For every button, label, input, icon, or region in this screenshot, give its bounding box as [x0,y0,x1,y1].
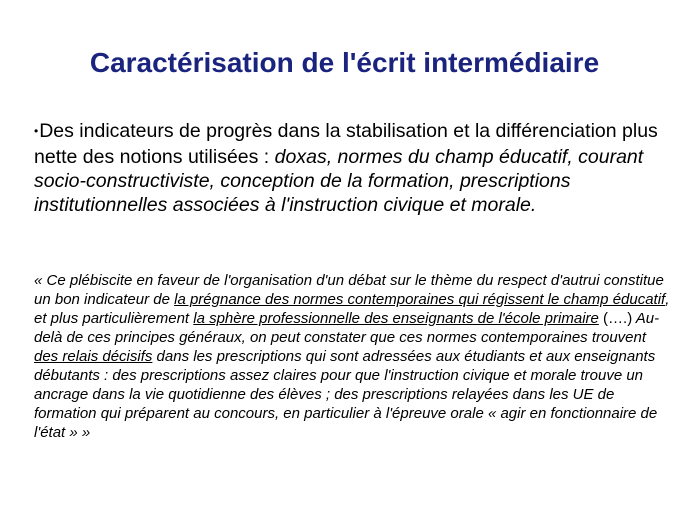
quote-ellipsis: (….) [598,310,633,327]
quote-intro: « Ce plébiscite en faveur de l'organisation d'un débat sur le thème du respect d'autrui constitue un bon indicateur de [34,272,664,308]
bullet-point [34,119,664,217]
slide-title: Caractérisation de l'écrit intermédiaire [89,47,600,78]
bullet-text-italic: doxas, normes du champ éducatif, courant socio-constructiviste, conception de la formation, prescriptions institutionnelles associées à l'instruction civique et morale. [34,146,644,216]
quote-ending: dans les prescriptions qui sont adressées aux étudiants et aux enseignants débutants : des prescriptions assez claires pour que l'instruction civique et morale trouve un ancrage dans la vie quotidienne des élèves ; des prescriptions relayées dans les UE de formation qui préparent au concours, en particulier à l'épreuve orale « agir en fonctionnaire de l'état » » [34,348,658,441]
quotation [34,271,674,442]
bullet-dot-icon: • [34,124,39,138]
quote-underline-3: des relais décisifs [34,348,153,365]
quote-underline-2: la sphère professionnelle des enseignants de l'école primaire [193,310,599,327]
bullet-text: Des indicateurs de progrès dans la stabilisation et la différenciation plus nette des notions utilisées : [34,120,658,168]
quote-middle-1: , et plus particulièrement [34,291,670,327]
quote-underline-1: la prégnance des normes contemporaines qui régissent le champ éducatif [174,291,666,308]
quote-middle-2: Au-delà de ces principes généraux, on peut constater que ces normes contemporaines trouvent [34,310,660,346]
